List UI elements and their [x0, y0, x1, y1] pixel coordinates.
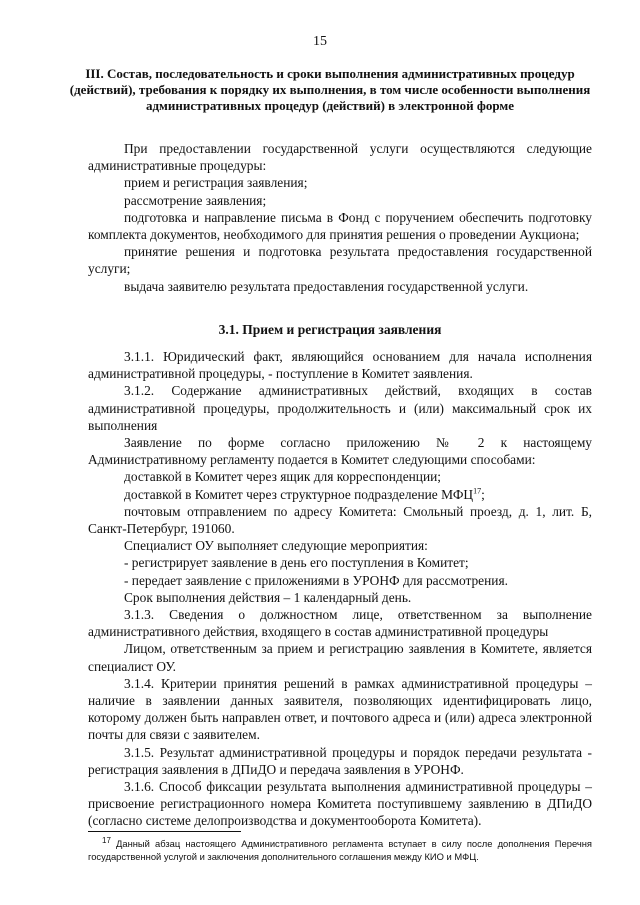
footnote-paragraph — [88, 837, 592, 863]
footnote — [88, 837, 592, 863]
paragraph: доставкой в Комитет через ящик для корреспонденции; — [124, 469, 442, 485]
paragraph: 3.1.4. Критерии принятия решений в рамках административной процедуры – наличие в заявлении данных заявителя, позволяющих идентифицировать лицо, которому должен быть направлен ответ, и почтового адреса и (или) адреса электронной почты для связи с заявителем. — [88, 675, 592, 743]
paragraph: 3.1.1. Юридический факт, являющийся основанием для начала исполнения административной процедуры, - поступление в Комитет заявления. — [88, 349, 592, 382]
punctuation: ; — [481, 486, 485, 502]
intro-list-item: принятие решения и подготовка результата предоставления государственной услуги; — [88, 244, 592, 277]
paragraph: 3.1.5. Результат административной процедуры и порядок передачи результата - регистрация заявления в ДПиДО и передача заявления в УРОНФ. — [88, 744, 592, 777]
intro-list-item: подготовка и направление письма в Фонд с поручением обеспечить подготовку комплекта документов, необходимого для принятия решения о проведении Аукциона; — [88, 209, 592, 243]
footnote-divider — [88, 831, 241, 832]
intro-paragraph: При предоставлении государственной услуги осуществляются следующие административные процедуры: — [88, 141, 592, 174]
paragraph: Срок выполнения действия – 1 календарный день. — [124, 589, 412, 605]
paragraph: - регистрирует заявление в день его поступления в Комитет; — [124, 555, 469, 571]
paragraph: 3.1.6. Способ фиксации результата выполнения административной процедуры – присвоение регистрационного номера Комитета поступившему заявлению в ДПиДО (согласно системе делопроизводства и документооборота Комитета). — [88, 779, 592, 829]
intro-block — [88, 140, 592, 295]
intro-list-item: рассмотрение заявления; — [124, 192, 267, 208]
paragraph: - передает заявление с приложениями в УРОНФ для рассмотрения. — [124, 572, 508, 588]
section-title: III. Состав, последовательность и сроки выполнения административных процедур (действий), требования к порядку их выполнения, в том числе особенности выполнения административных процедур (действий) в электронной форме — [69, 66, 591, 113]
intro-list-item: выдача заявителю результата предоставления государственной услуги. — [124, 278, 529, 294]
paragraph-with-footnote — [88, 486, 592, 503]
footnote-reference: 17 — [473, 486, 482, 496]
subsection-body — [88, 348, 592, 830]
paragraph: Заявление по форме согласно приложению № 2 к настоящему Административному регламенту подается в Комитет следующими способами: — [88, 435, 592, 468]
subsection-title: 3.1. Прием и регистрация заявления — [218, 322, 442, 337]
paragraph: 3.1.2. Содержание административных действий, входящих в состав административной процедуры, продолжительность и (или) максимальный срок их выполнения — [88, 383, 592, 433]
footnote-text: Данный абзац настоящего Административного регламента вступает в силу после дополнения Перечня государственной услугой и заключения дополнительного соглашения между КИО и МФЦ. — [88, 838, 592, 862]
paragraph: Специалист ОУ выполняет следующие мероприятия: — [124, 538, 428, 554]
paragraph: Лицом, ответственным за прием и регистрацию заявления в Комитете, является специалист ОУ. — [88, 641, 592, 674]
page-number: 15 — [313, 34, 327, 49]
paragraph-text: доставкой в Комитет через структурное подразделение МФЦ — [124, 486, 474, 502]
intro-list-item: прием и регистрация заявления; — [124, 175, 308, 191]
paragraph: 3.1.3. Сведения о должностном лице, ответственном за выполнение административного действия, входящего в состав административной процедуры — [88, 607, 592, 640]
paragraph: почтовым отправлением по адресу Комитета: Смольный проезд, д. 1, лит. Б, Санкт-Петербург, 191060. — [88, 503, 592, 537]
footnote-mark: 17 — [102, 835, 111, 845]
